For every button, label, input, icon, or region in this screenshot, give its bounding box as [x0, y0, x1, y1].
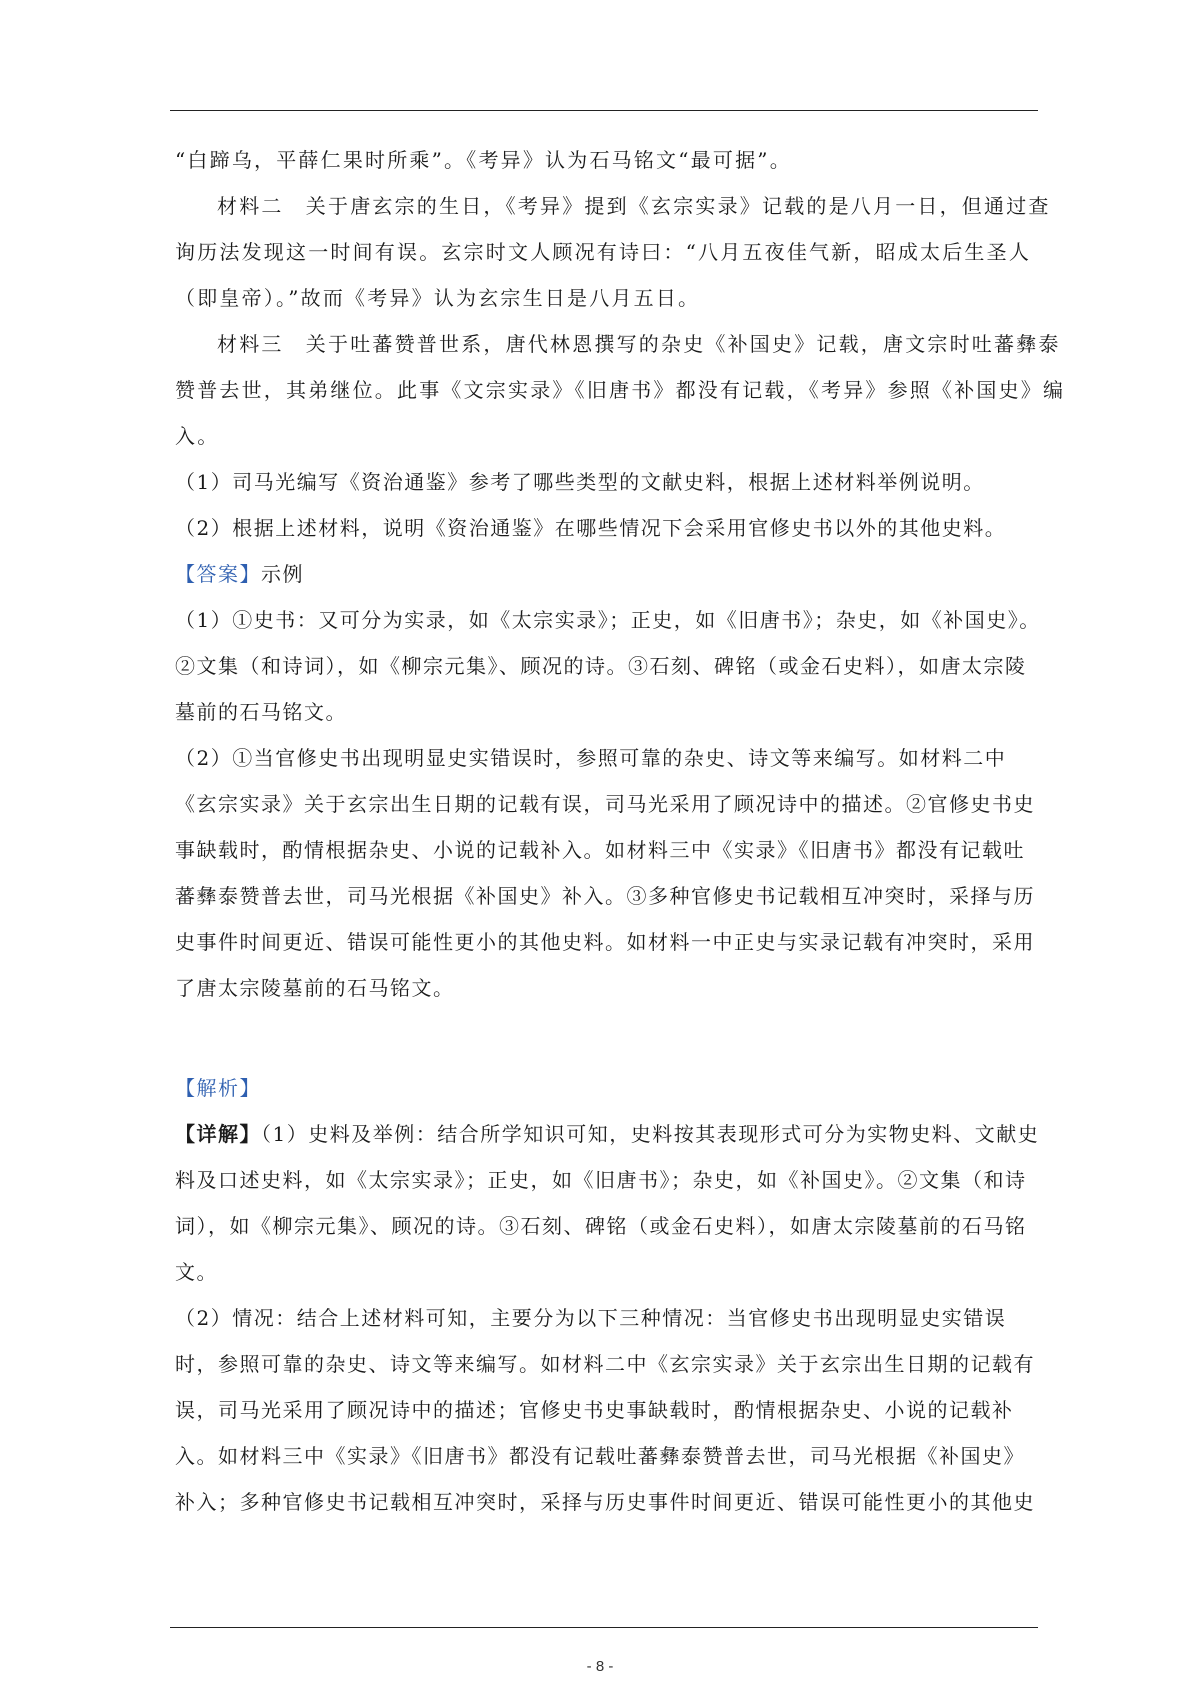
answer-1-line-1: （1）①史书：又可分为实录，如《太宗实录》；正史，如《旧唐书》；杂史，如《补国史》。	[175, 608, 1041, 632]
material-three-line-2: 赞普去世，其弟继位。此事《文宗实录》《旧唐书》都没有记载，《考异》参照《补国史》编	[175, 378, 1066, 402]
detail-2-line-3: 误，司马光采用了顾况诗中的描述；官修史书史事缺载时，酌情根据杂史、小说的记载补	[175, 1398, 1014, 1422]
answer-2-line-1: （2）①当官修史书出现明显史实错误时，参照可靠的杂史、诗文等来编写。如材料二中	[175, 746, 1007, 770]
answer-2-line-5: 史事件时间更近、错误可能性更小的其他史料。如材料一中正史与实录记载有冲突时，采用	[175, 930, 1035, 954]
answer-2-line-2: 《玄宗实录》关于玄宗出生日期的记载有误，司马光采用了顾况诗中的描述。②官修史书史	[175, 792, 1035, 816]
detail-1-line-3: 词），如《柳宗元集》、顾况的诗。③石刻、碑铭（或金石史料），如唐太宗陵墓前的石马铭	[175, 1214, 1027, 1238]
material-two-line-1: 材料二 关于唐玄宗的生日，《考异》提到《玄宗实录》记载的是八月一日，但通过查	[217, 194, 1051, 218]
detail-1-line-1-text: （1）史料及举例：结合所学知识可知，史料按其表现形式可分为实物史料、文献史	[261, 1122, 1040, 1146]
answer-lead: 示例	[261, 562, 304, 586]
answer-label: 【答案】	[175, 562, 261, 586]
material-two-line-2: 询历法发现这一时间有误。玄宗时文人顾况有诗曰：“八月五夜佳气新，昭成太后生圣人	[175, 240, 1032, 264]
footer-rule	[170, 1627, 1038, 1628]
material-two-line-3: （即皇帝）。”故而《考异》认为玄宗生日是八月五日。	[175, 286, 701, 310]
answer-2-line-3: 事缺载时，酌情根据杂史、小说的记载补入。如材料三中《实录》《旧唐书》都没有记载吐	[175, 838, 1025, 862]
detail-label: 【详解】	[175, 1122, 261, 1146]
material-one-tail: “白蹄乌，平薛仁果时所乘”。《考异》认为石马铭文“最可据”。	[175, 148, 792, 172]
detail-2-line-5: 补入；多种官修史书记载相互冲突时，采择与历史事件时间更近、错误可能性更小的其他史	[175, 1490, 1035, 1514]
detail-2-line-1: （2）情况：结合上述材料可知，主要分为以下三种情况：当官修史书出现明显史实错误	[175, 1306, 1007, 1330]
answer-2-line-4: 蕃彝泰赞普去世，司马光根据《补国史》补入。③多种官修史书记载相互冲突时，采择与历	[175, 884, 1035, 908]
material-three-line-3: 入。	[175, 424, 220, 448]
detail-1-line-1	[175, 1122, 1039, 1146]
analysis-label: 【解析】	[175, 1076, 261, 1100]
detail-1-line-2: 料及口述史料，如《太宗实录》；正史，如《旧唐书》；杂史，如《补国史》。②文集（和诗	[175, 1168, 1027, 1192]
answer-1-line-2: ②文集（和诗词），如《柳宗元集》、顾况的诗。③石刻、碑铭（或金石史料），如唐太宗陵	[175, 654, 1027, 678]
page-number: - 8 -	[586, 1658, 614, 1675]
answer-2-line-6: 了唐太宗陵墓前的石马铭文。	[175, 976, 455, 1000]
header-rule	[170, 110, 1038, 111]
analysis-header	[175, 1076, 261, 1100]
question-2: （2）根据上述材料，说明《资治通鉴》在哪些情况下会采用官修史书以外的其他史料。	[175, 516, 1007, 540]
question-1: （1）司马光编写《资治通鉴》参考了哪些类型的文献史料，根据上述材料举例说明。	[175, 470, 985, 494]
detail-2-line-2: 时，参照可靠的杂史、诗文等来编写。如材料二中《玄宗实录》关于玄宗出生日期的记载有	[175, 1352, 1035, 1376]
detail-2-line-4: 入。如材料三中《实录》《旧唐书》都没有记载吐蕃彝泰赞普去世，司马光根据《补国史》	[175, 1444, 1025, 1468]
material-three-line-1: 材料三 关于吐蕃赞普世系，唐代林恩撰写的杂史《补国史》记载，唐文宗时吐蕃彝泰	[217, 332, 1061, 356]
answer-header	[175, 562, 304, 586]
detail-1-line-4: 文。	[175, 1260, 218, 1284]
answer-1-line-3: 墓前的石马铭文。	[175, 700, 347, 724]
